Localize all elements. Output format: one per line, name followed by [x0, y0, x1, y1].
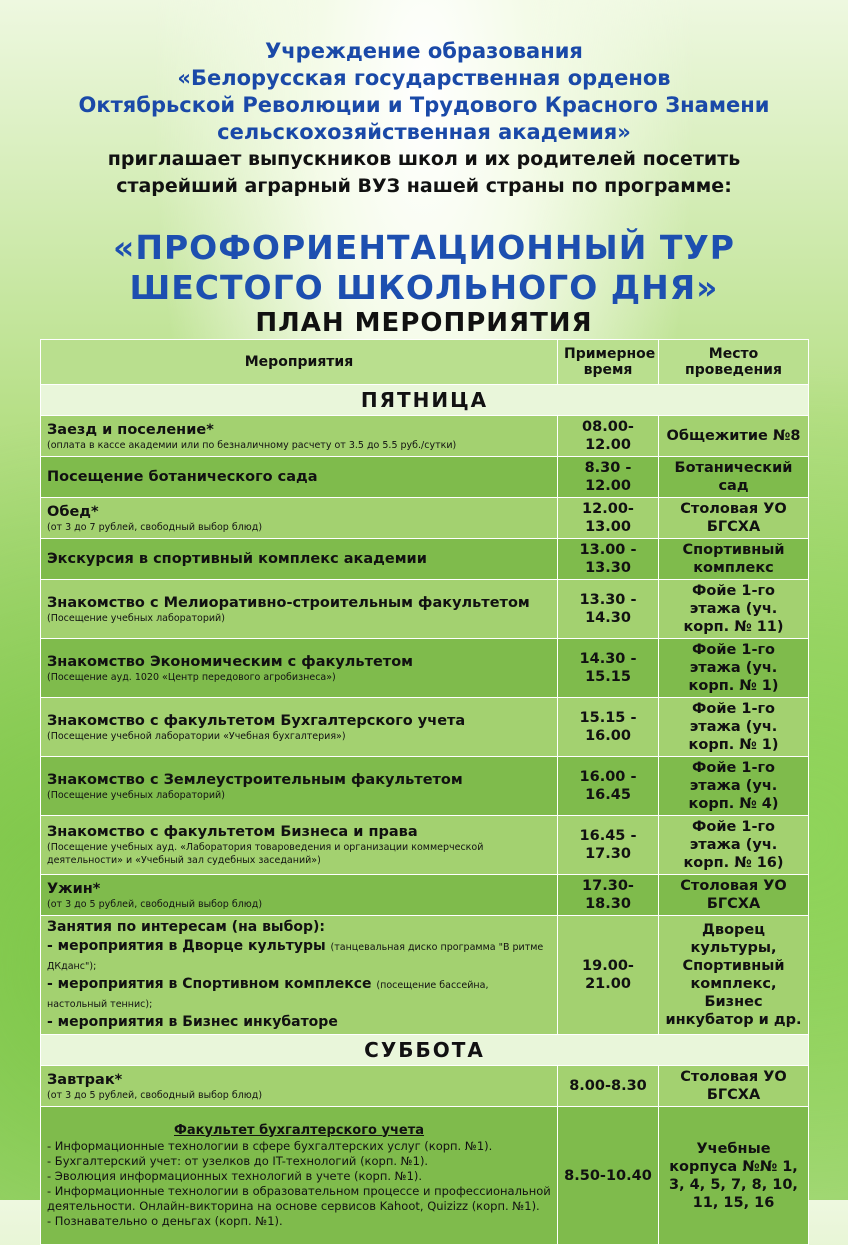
- place-cell: Столовая УО БГСХА: [659, 875, 809, 916]
- table-row: [41, 580, 809, 639]
- event-title: Посещение ботанического сада: [47, 469, 318, 485]
- day-row-friday: [41, 385, 809, 416]
- interests-item: [47, 937, 551, 975]
- day-label: ПЯТНИЦА: [41, 385, 809, 416]
- event-note: (Посещение учебной лаборатории «Учебная бухгалтерия»): [47, 730, 346, 742]
- time-cell: 16.45 - 17.30: [558, 816, 659, 875]
- day-row-saturday: [41, 1035, 809, 1066]
- org-line: Октябрьской Революции и Трудового Красного Знамени: [78, 93, 770, 117]
- interests-item-note: (танцевальная диско программа "В ритме ДКданс");: [47, 942, 544, 972]
- place-cell: Столовая УО БГСХА: [659, 1066, 809, 1107]
- time-cell: 8.30 - 12.00: [558, 457, 659, 498]
- day-label: СУББОТА: [41, 1035, 809, 1066]
- table-row: [41, 816, 809, 875]
- event-cell: [41, 416, 558, 457]
- place-cell: Фойе 1-го этажа (уч. корп. № 1): [659, 698, 809, 757]
- time-cell: 15.15 - 16.00: [558, 698, 659, 757]
- event-note: (Посещение ауд. 1020 «Центр передового агробизнеса»): [47, 671, 336, 683]
- time-cell: 14.30 - 15.15: [558, 639, 659, 698]
- org-line: Учреждение образования: [265, 39, 583, 63]
- table-header-row: [41, 340, 809, 385]
- event-title: Знакомство с факультетом Бизнеса и права: [47, 824, 418, 840]
- header-events: Мероприятия: [41, 340, 558, 385]
- faculty-title: Факультет бухгалтерского учета: [173, 1122, 425, 1138]
- header-time: Примерное время: [558, 340, 659, 385]
- interests-title: Занятия по интересам (на выбор):: [47, 919, 326, 935]
- list-item: - Познавательно о деньгах (корп. №1).: [47, 1213, 283, 1228]
- event-cell: [41, 1107, 558, 1245]
- invite-line: старейший аграрный ВУЗ нашей страны по программе:: [116, 175, 732, 197]
- place-cell: Столовая УО БГСХА: [659, 498, 809, 539]
- event-note: (от 3 до 5 рублей, свободный выбор блюд): [47, 1089, 263, 1101]
- table-row: [41, 698, 809, 757]
- interests-item: [47, 975, 551, 1013]
- table-row: [41, 757, 809, 816]
- event-cell: [41, 757, 558, 816]
- time-cell: 16.00 - 16.45: [558, 757, 659, 816]
- table-row: [41, 639, 809, 698]
- table-row: [41, 416, 809, 457]
- time-cell: 12.00-13.00: [558, 498, 659, 539]
- event-cell: [41, 698, 558, 757]
- time-cell: 08.00-12.00: [558, 416, 659, 457]
- event-title: Ужин*: [47, 880, 101, 897]
- place-cell: Дворец культуры, Спортивный комплекс, Бизнес инкубатор и др.: [659, 916, 809, 1035]
- event-title: Завтрак*: [47, 1071, 123, 1088]
- event-title: Знакомство с Мелиоративно-строительным факультетом: [47, 594, 530, 611]
- program-line: «ПРОФОРИЕНТАЦИОННЫЙ ТУР: [113, 228, 735, 267]
- interests-item-label: - мероприятия в Бизнес инкубаторе: [47, 1014, 338, 1030]
- interests-item: [47, 1013, 551, 1032]
- table-row: [41, 539, 809, 580]
- table-row: [41, 875, 809, 916]
- event-cell: [41, 639, 558, 698]
- event-note: (от 3 до 7 рублей, свободный выбор блюд): [47, 521, 263, 533]
- event-note: (Посещение учебных ауд. «Лаборатория товароведения и организации коммерческой деятельности» и «Учебный зал судебных заседаний»): [47, 842, 484, 866]
- event-cell: [41, 916, 558, 1035]
- time-cell: 19.00-21.00: [558, 916, 659, 1035]
- time-cell: 8.50-10.40: [558, 1107, 659, 1245]
- event-title: Заезд и поселение*: [47, 421, 214, 438]
- header-place: Место проведения: [659, 340, 809, 385]
- table-row-faculty: [41, 1107, 809, 1245]
- interests-item-note: (посещение бассейна, настольный теннис);: [47, 980, 489, 1010]
- event-cell: [41, 539, 558, 580]
- table-row-interests: [41, 916, 809, 1035]
- place-cell: Спортивный комплекс: [659, 539, 809, 580]
- table-row: [41, 457, 809, 498]
- place-cell: Фойе 1-го этажа (уч. корп. № 4): [659, 757, 809, 816]
- table-row: [41, 1066, 809, 1107]
- event-title: Знакомство с Землеустроительным факультетом: [47, 771, 463, 788]
- place-cell: Фойе 1-го этажа (уч. корп. № 16): [659, 816, 809, 875]
- time-cell: 8.00-8.30: [558, 1066, 659, 1107]
- program-title: [0, 228, 848, 308]
- time-cell: 17.30-18.30: [558, 875, 659, 916]
- list-item: - Бухгалтерский учет: от узелков до IT-технологий (корп. №1).: [47, 1153, 429, 1168]
- list-item: - Эволюция информационных технологий в учете (корп. №1).: [47, 1168, 423, 1183]
- event-cell: [41, 498, 558, 539]
- place-cell: Общежитие №8: [659, 416, 809, 457]
- plan-title: ПЛАН МЕРОПРИЯТИЯ: [255, 308, 593, 338]
- event-cell: [41, 816, 558, 875]
- time-cell: 13.00 - 13.30: [558, 539, 659, 580]
- event-cell: [41, 580, 558, 639]
- event-title: Экскурсия в спортивный комплекс академии: [47, 551, 427, 567]
- place-cell: Ботанический сад: [659, 457, 809, 498]
- event-cell: [41, 1066, 558, 1107]
- place-cell: Учебные корпуса №№ 1, 3, 4, 5, 7, 8, 10, 11, 15, 16: [659, 1107, 809, 1245]
- interests-item-label: - мероприятия в Дворце культуры: [47, 938, 326, 954]
- invite-line: приглашает выпускников школ и их родителей посетить: [107, 148, 741, 170]
- time-cell: 13.30 - 14.30: [558, 580, 659, 639]
- schedule-table: [40, 339, 809, 1245]
- table-row: [41, 498, 809, 539]
- event-title: Знакомство Экономическим с факультетом: [47, 653, 414, 670]
- list-item: - Информационные технологии в сфере бухгалтерских услуг (корп. №1).: [47, 1138, 493, 1153]
- list-item: - Информационные технологии в образовательном процессе и профессиональной деятельности. Онлайн-викторина на основе сервисов Kahoot, Quizizz (корп. №1).: [47, 1183, 551, 1213]
- header: [0, 38, 848, 200]
- event-title: Обед*: [47, 503, 99, 520]
- place-cell: Фойе 1-го этажа (уч. корп. № 1): [659, 639, 809, 698]
- interests-item-label: - мероприятия в Спортивном комплексе: [47, 976, 372, 992]
- event-note: (Посещение учебных лабораторий): [47, 789, 225, 801]
- org-line: сельскохозяйственная академия»: [217, 120, 631, 144]
- event-note: (от 3 до 5 рублей, свободный выбор блюд): [47, 898, 263, 910]
- place-cell: Фойе 1-го этажа (уч. корп. № 11): [659, 580, 809, 639]
- event-cell: [41, 457, 558, 498]
- program-line: ШЕСТОГО ШКОЛЬНОГО ДНЯ»: [129, 268, 719, 307]
- event-title: Знакомство с факультетом Бухгалтерского учета: [47, 712, 466, 729]
- org-line: «Белорусская государственная орденов: [177, 66, 671, 90]
- event-note: (Посещение учебных лабораторий): [47, 612, 225, 624]
- event-note: (оплата в кассе академии или по безналичному расчету от 3.5 до 5.5 руб./сутки): [47, 439, 457, 451]
- event-cell: [41, 875, 558, 916]
